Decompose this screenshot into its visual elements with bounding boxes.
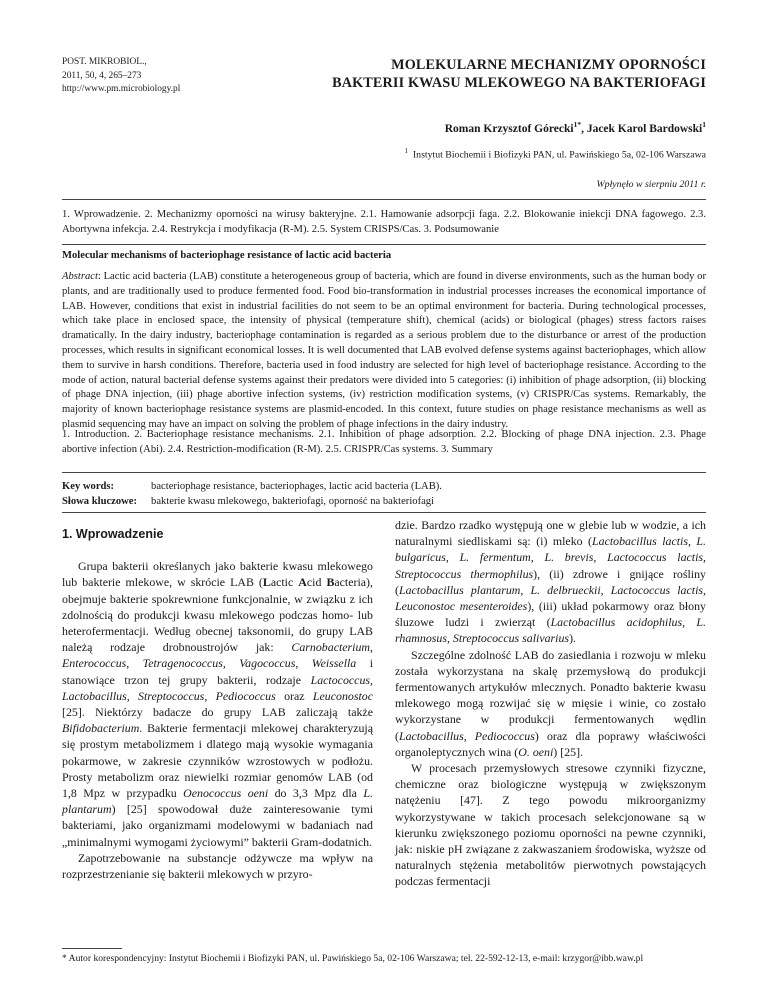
divider-keywords-bottom (62, 512, 706, 513)
toc-polish: 1. Wprowadzenie. 2. Mechanizmy oporności na wirusy bakteryjne. 2.1. Hamowanie adsorpcji faga. 2.2. Blokowanie iniekcji DNA fagowego. 2.3. Abortywna infekcja. 2.4. Restrykcja i modyfikacja (R-M). 2.5. System CRISPS/Cas. 3. Podsumowanie (62, 209, 706, 235)
footnote-mark: * (62, 953, 67, 964)
divider-keywords-top (62, 472, 706, 473)
section-heading: 1. Wprowadzenie (62, 527, 164, 541)
paragraph-3: dzie. Bardzo rzadko występują one w glebie lub w wodzie, a ich naturalnymi siedliskami są: (i) mleko (Lactobacillus lactis, L. bulgaricus, L. fermentum, L. brevis, Lactococcus lactis, Streptococcus thermophilus), (ii) zdrowe i gnijące rośliny (Lactobacillus plantarum, L. delbrueckii, Lactococcus lactis, Leuconostoc mesenteroides), (iii) układ pokarmowy oraz błony śluzowe ludzi i zwierząt (Lactobacillus acidophilus, L. rhamnosus, Streptococcus salivarius). (395, 518, 706, 646)
journal-info (62, 56, 180, 97)
author-2-affil-mark: 1 (702, 120, 706, 129)
authors (445, 120, 706, 135)
abstract (62, 270, 706, 433)
body-column-left (62, 516, 373, 882)
english-title: Molecular mechanisms of bacteriophage resistance of lactic acid bacteria (62, 250, 392, 261)
paragraph-4: Szczególne zdolność LAB do zasiedlania i rozwoju w mleku została wykorzystana na skalę przemysłową do produkcji fermentowanych artykułów mlecznych. Ponadto bakterie kwasu mlekowego mogą rozwijać się w mięsie i winie, co zostało wykorzystane w produkcji fermentowanych wędlin (Lactobacillus, Pediococcus) oraz dla poprawy właściwości organoleptycznych wina (O. oeni) [25]. (395, 647, 706, 759)
keywords-en-value: bacteriophage resistance, bacteriophages, lactic acid bacteria (LAB). (151, 481, 442, 492)
divider-top (62, 199, 706, 200)
body-column-right (395, 517, 706, 890)
affiliation-text: Instytut Biochemii i Biofizyki PAN, ul. Pawińskiego 5a, 02-106 Warszawa (412, 149, 706, 161)
paragraph-1: Grupa bakterii określanych jako bakterie kwasu mlekowego lub bakterie mlekowe, w skrócie LAB (Lactic Acid Bacteria), obejmuje bakterie spokrewnione funkcjonalnie, w związku z ich zdolnością do produkcji kwasu mlekowego podczas homo- lub heterofermentacji. Według obecnej taksonomii, do grupy LAB należą rodzaje drobnoustrojów jak: Carnobacterium, Enterococcus, Tetragenococcus, Vagococcus, Weissella i stanowiące trzon tej grupy bakterii, rodzaje Lactococcus, Lactobacillus, Streptococcus, Pediococcus oraz Leuconostoc [25]. Niektórzy badacze do grupy LAB zaliczają także Bifidobacterium. Bakterie fermentacji mlekowej charakteryzują się prostym metabolizmem i dlatego mają wysokie wymagania pokarmowe, w zakresie czynników wzrostowych w podłożu. Prosty metabolizm oraz niewielki rozmiar genomów LAB (od 1,8 Mpz w przypadku Oenococcus oeni do 3,3 Mpz dla L. plantarum) [25] spowodował duże zainteresowanie tymi bakteriami, jako organizmami modelowymi w badaniach nad „minimalnymi wymogami życiowymi” bakterii Gram-dodatnich. (62, 559, 374, 849)
keywords-en-label: Key words: (62, 481, 115, 492)
affiliation (405, 147, 707, 160)
author-separator: , (581, 122, 587, 135)
paragraph-5: W procesach przemysłowych stresowe czynniki fizyczne, chemiczne oraz biologiczne występują w zwiększonym natężeniu [47]. Z tego powodu mikroorganizmy wykorzystywane w takich procesach selekcjonowane są w kierunku zwiększonego poziomu oporności na pewne czynniki, jak: niskie pH związane z zakwaszaniem środowiska, wyższe od naturalnych stężenia metabolitów pierwotnych powstających podczas fermentacji (395, 761, 706, 889)
author-1-affil-mark: 1* (573, 120, 582, 129)
paper-title-line2: BAKTERII KWASU MLEKOWEGO NA BAKTERIOFAGI (332, 74, 706, 91)
keywords-pl-row (62, 495, 442, 510)
footnote-text: Autor korespondencyjny: Instytut Biochemii i Biofizyki PAN, ul. Pawińskiego 5a, 02-106 Warszawa; tel. 22-592-12-13, e-mail: krzygor@ibb.waw.pl (66, 953, 644, 964)
journal-url[interactable]: http://www.pm.microbiology.pl (62, 84, 181, 94)
divider-toc (62, 244, 706, 245)
received-date: Wpłynęło w sierpniu 2011 r. (596, 179, 706, 190)
author-2: Jacek Karol Bardowski (586, 122, 703, 135)
journal-volume: 2011, 50, 4, 265–273 (62, 70, 142, 81)
paper-title-line1: MOLEKULARNE MECHANIZMY OPORNOŚCI (391, 57, 706, 73)
footnote (62, 952, 706, 966)
author-1: Roman Krzysztof Górecki (444, 122, 574, 135)
keywords-pl-label: Słowa kluczowe: (62, 495, 138, 507)
abstract-text: : Lactic acid bacteria (LAB) constitute a heterogeneous group of bacteria, which are found in diverse environments, such as the human body or plants, and are traditionally used to produce fermented food. Food bio-transformation in industrial processes increases the economical importance of LAB. However, conditions that exist in industrial facilities do not seem to be an optimal environment for bacteria. During technological processes, which take place in enclosed space, the intensity of physical (temperature shift), chemical (acids) or biological (phages) stress factors raises dramatically. In the dairy industry, bacteriophage contamination is regarded as a serious problem due to the disturbance or arrest of the production processes, which results in significant economical losses. It is well documented that LAB evolved defense systems against bacteriophages, which allow them to survive in harsh conditions. Therefore, bacteria used in food industry are selected for high level of bacteriophage resistance. According to the mode of action, natural bacterial defense systems against their predators were divided into 5 categories: (i) inhibition of phage adsorption, (ii) blocking of phage DNA injection, (iii) phage abortive infection systems, (iv) restriction modification systems, (v) CRISPR/Cas systems. Remarkably, the majority of known bacteriophage resistance systems are plasmid-encoded. In this context, future studies on phage resistance mechanisms as well as plasmid sequencing may have an impact on solving the problem of phage infections in the dairy industry. (62, 271, 706, 430)
journal-name: POST. MIKROBIOL., (62, 57, 147, 67)
paper-title (246, 57, 706, 92)
keywords-en-row (62, 480, 442, 495)
abstract-label: Abstract (62, 271, 98, 282)
footnote-rule (62, 948, 122, 949)
toc-english: 1. Introduction. 2. Bacteriophage resistance mechanisms. 2.1. Inhibition of phage adsorption. 2.2. Blocking of phage DNA injection. 2.3. Phage abortive infection (Abi). 2.4. Restriction-modification (R-M). 2.5. CRISPR/Cas systems. 3. Summary (62, 429, 706, 455)
paragraph-2: Zapotrzebowanie na substancje odżywcze ma wpływ na rozprzestrzenianie się bakterii mlekowych w przyro- (62, 850, 373, 882)
keywords-pl-value: bakterie kwasu mlekowego, bakteriofagi, oporność na bakteriofagi (151, 495, 435, 507)
keywords (62, 480, 442, 510)
affiliation-mark: 1 (404, 147, 408, 155)
